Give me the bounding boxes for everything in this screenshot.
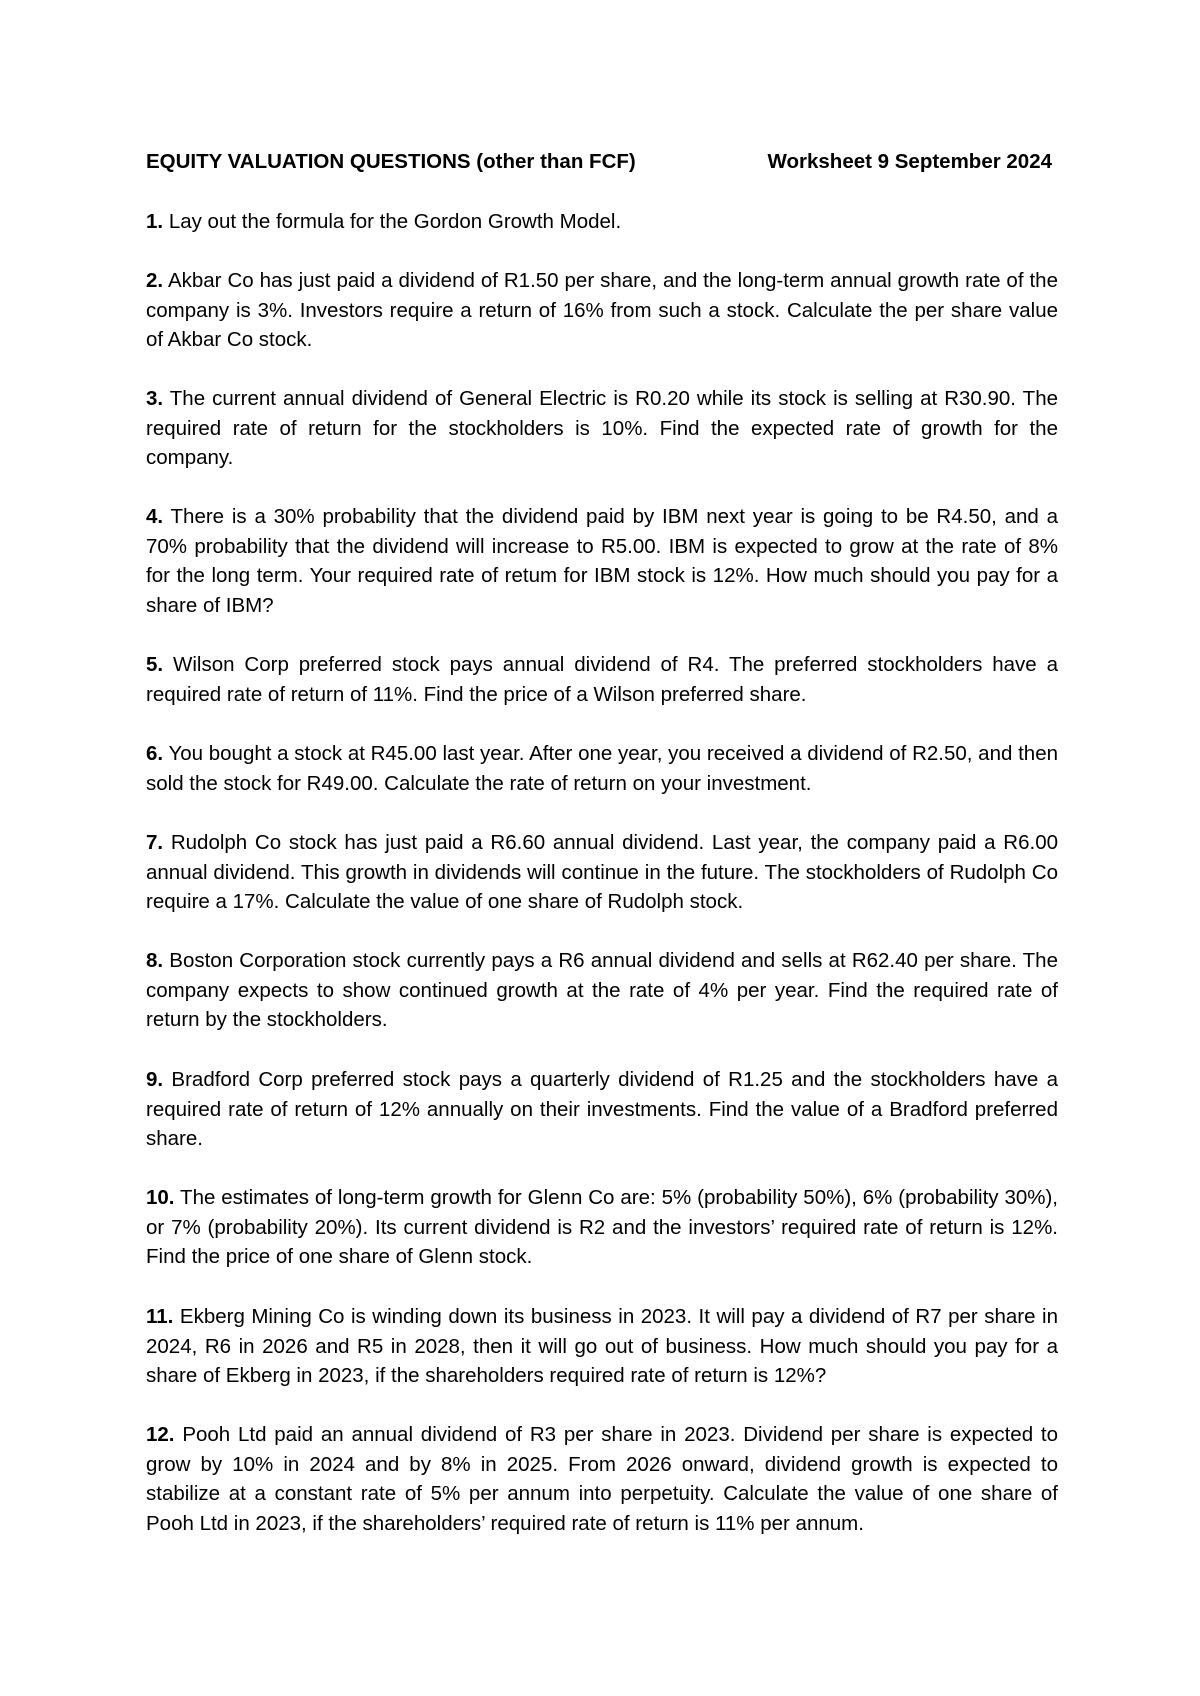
question-text: Rudolph Co stock has just paid a R6.60 annual dividend. Last year, the company paid a R6.00 annual dividend. This growth in dividends will continue in the future. The stockholders of Rudolph Co require a 17%. Calculate the value of one share of Rudolph stock. xyxy=(146,831,1058,914)
question-number: 12. xyxy=(146,1423,175,1446)
worksheet-date: Worksheet 9 September 2024 xyxy=(767,150,1052,173)
question-text: Boston Corporation stock currently pays a R6 annual dividend and sells at R62.40 per share. The company expects to show continued growth at the rate of 4% per year. Find the required rate of return by the stockholders. xyxy=(146,949,1058,1032)
question-1 xyxy=(146,207,1058,237)
question-12 xyxy=(146,1420,1058,1538)
question-number: 4. xyxy=(146,505,164,528)
question-4 xyxy=(146,502,1058,620)
question-text: There is a 30% probability that the dividend paid by IBM next year is going to be R4.50, and a 70% probability that the dividend will increase to R5.00. IBM is expected to grow at the rate of 8% for the long term. Your required rate of retum for IBM stock is 12%. How much should you pay for a share of IBM? xyxy=(146,505,1058,617)
question-2 xyxy=(146,266,1058,355)
question-text: The current annual dividend of General Electric is R0.20 while its stock is selling at R30.90. The required rate of return for the stockholders is 10%. Find the expected rate of growth for the company. xyxy=(146,387,1058,470)
question-number: 9. xyxy=(146,1068,164,1091)
question-number: 2. xyxy=(146,269,164,292)
question-number: 7. xyxy=(146,831,164,854)
question-number: 3. xyxy=(146,387,164,410)
question-3 xyxy=(146,384,1058,473)
question-number: 8. xyxy=(146,949,164,972)
question-11 xyxy=(146,1302,1058,1391)
question-text: Wilson Corp preferred stock pays annual dividend of R4. The preferred stockholders have a required rate of return of 11%. Find the price of a Wilson preferred share. xyxy=(146,653,1058,706)
worksheet-title: EQUITY VALUATION QUESTIONS (other than FCF) xyxy=(146,150,636,173)
question-7 xyxy=(146,828,1058,917)
question-8 xyxy=(146,946,1058,1035)
question-10 xyxy=(146,1183,1058,1272)
question-text: Ekberg Mining Co is winding down its business in 2023. It will pay a dividend of R7 per share in 2024, R6 in 2026 and R5 in 2028, then it will go out of business. How much should you pay for a share of Ekberg in 2023, if the shareholders required rate of return is 12%? xyxy=(146,1305,1058,1388)
question-text: You bought a stock at R45.00 last year. After one year, you received a dividend of R2.50, and then sold the stock for R49.00. Calculate the rate of return on your investment. xyxy=(146,742,1058,795)
question-number: 1. xyxy=(146,210,164,233)
question-9 xyxy=(146,1065,1058,1154)
question-6 xyxy=(146,739,1058,798)
question-text: Akbar Co has just paid a dividend of R1.50 per share, and the long-term annual growth rate of the company is 3%. Investors require a return of 16% from such a stock. Calculate the per share value of Akbar Co stock. xyxy=(146,269,1058,352)
question-text: The estimates of long-term growth for Glenn Co are: 5% (probability 50%), 6% (probability 30%), or 7% (probability 20%). Its current dividend is R2 and the investors’ required rate of return is 12%. Find the price of one share of Glenn stock. xyxy=(146,1186,1059,1269)
worksheet-header xyxy=(146,146,1052,178)
question-number: 11. xyxy=(146,1305,174,1328)
question-5 xyxy=(146,650,1058,709)
question-text: Bradford Corp preferred stock pays a quarterly dividend of R1.25 and the stockholders have a required rate of return of 12% annually on their investments. Find the value of a Bradford preferred share. xyxy=(146,1068,1058,1151)
question-number: 5. xyxy=(146,653,164,676)
question-text: Pooh Ltd paid an annual dividend of R3 per share in 2023. Dividend per share is expected to grow by 10% in 2024 and by 8% in 2025. From 2026 onward, dividend growth is expected to stabilize at a constant rate of 5% per annum into perpetuity. Calculate the value of one share of Pooh Ltd in 2023, if the shareholders’ required rate of return is 11% per annum. xyxy=(146,1423,1058,1535)
question-number: 6. xyxy=(146,742,164,765)
question-number: 10. xyxy=(146,1186,175,1209)
question-text: Lay out the formula for the Gordon Growth Model. xyxy=(168,210,622,233)
